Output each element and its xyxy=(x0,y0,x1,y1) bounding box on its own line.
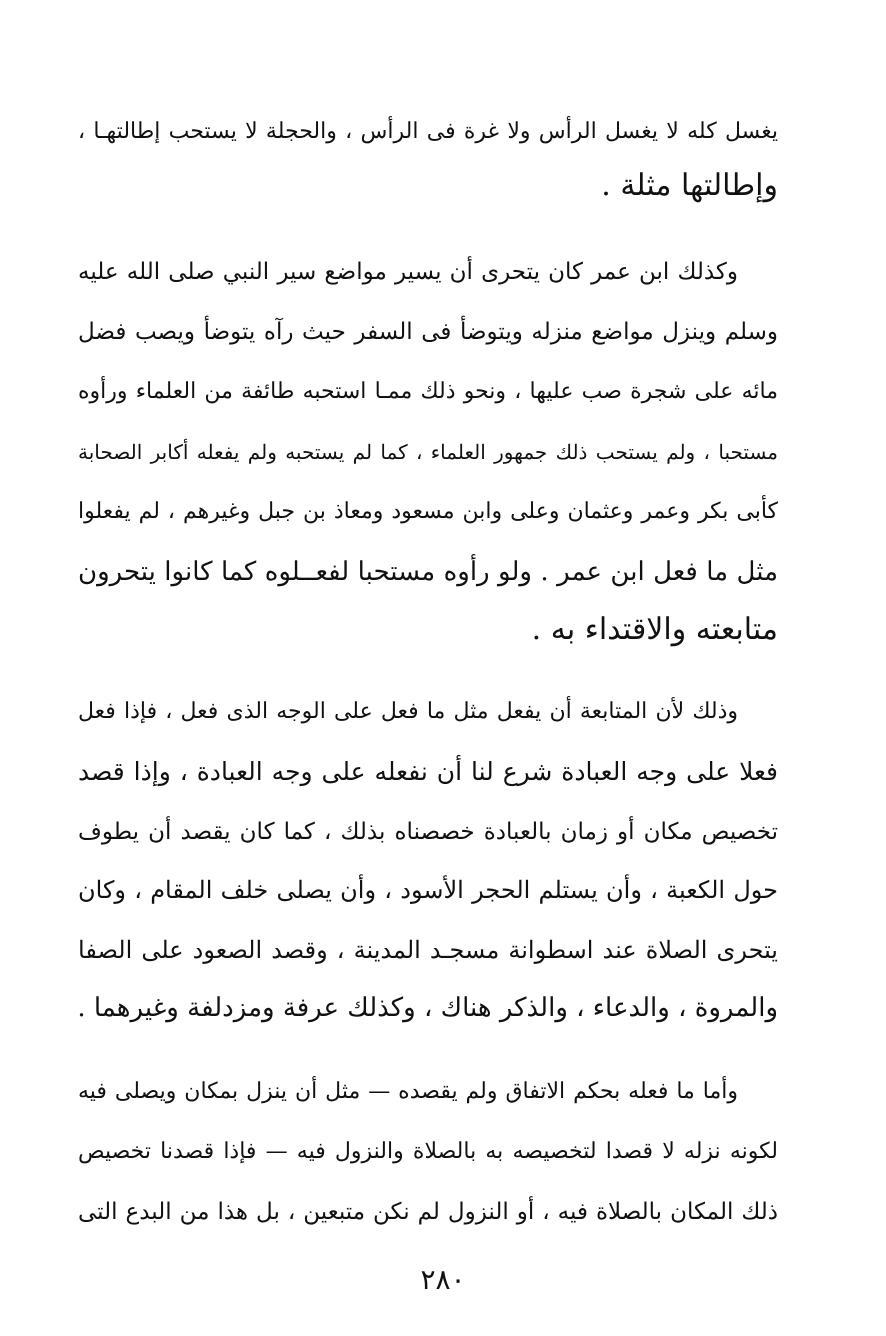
text-line: متابعته والاقتداء به . xyxy=(531,612,778,647)
text-line: يتحرى الصلاة عند اسطوانة مسجـد المدينة ، وقصد الصعود على الصفا xyxy=(78,936,778,964)
text-line: مستحبا ، ولم يستحب ذلك جمهور العلماء ، كما لم يستحبه ولم يفعله أكابر الصحابة xyxy=(78,440,778,464)
text-line: يغسل كله لا يغسل الرأس ولا غرة فى الرأس ، والحجلة لا يستحب إطالتهـا ، xyxy=(78,119,778,144)
text-line: مثل ما فعل ابن عمر . ولو رأوه مستحبا لفعــلوه كما كانوا يتحرون xyxy=(78,557,778,587)
text-line: حول الكعبة ، وأن يستلم الحجر الأسود ، وأن يصلى خلف المقام ، وكان xyxy=(78,876,779,904)
text-line: وأما ما فعله بحكم الاتفاق ولم يقصده — مثل أن ينزل بمكان ويصلى فيه xyxy=(78,1079,738,1104)
text-line: مائه على شجرة صب عليها ، ونحو ذلك ممـا استحبه طائفة من العلماء ورأوه xyxy=(78,379,778,404)
text-line: وإطالتها مثلة . xyxy=(601,168,778,203)
text-line: والمروة ، والدعاء ، والذكر هناك ، وكذلك عرفة ومزدلفة وغيرهما . xyxy=(77,993,778,1023)
text-line: ذلك المكان بالصلاة فيه ، أو النزول لم نكن متبعين ، بل هذا من البدع التى xyxy=(78,1199,778,1225)
text-line: فعلا على وجه العبادة شرع لنا أن نفعله على وجه العبادة ، وإذا قصد xyxy=(78,757,778,786)
text-line: لكونه نزله لا قصدا لتخصيصه به بالصلاة والنزول فيه — فإذا قصدنا تخصيص xyxy=(78,1139,778,1164)
text-line: وسلم وينزل مواضع منزله ويتوضأ فى السفر حيث رآه يتوضأ ويصب فضل xyxy=(78,319,778,345)
text-line: وذلك لأن المتابعة أن يفعل مثل ما فعل على الوجه الذى فعل ، فإذا فعل xyxy=(78,699,738,724)
page-number: ٢٨٠ xyxy=(420,1263,466,1296)
text-line: كأبى بكر وعمر وعثمان وعلى وابن مسعود ومعاذ بن جبل وغيرهم ، لم يفعلوا xyxy=(78,499,778,524)
text-line: تخصيص مكان أو زمان بالعبادة خصصناه بذلك ، كما كان يقصد أن يطوف xyxy=(78,819,778,845)
text-line: وكذلك ابن عمر كان يتحرى أن يسير مواضع سير النبي صلى الله عليه xyxy=(78,259,738,285)
